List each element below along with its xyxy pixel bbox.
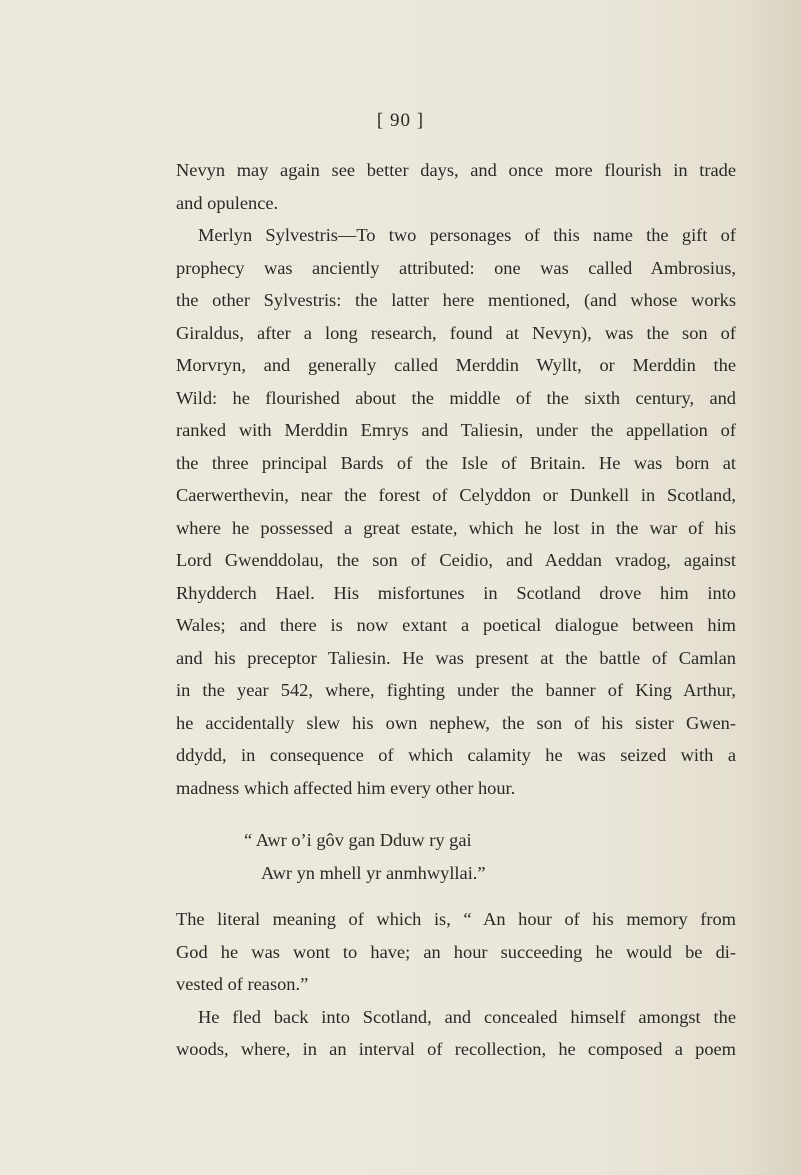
page-number: [ 90 ] [376, 110, 425, 131]
text-line: Giraldus, after a long research, found at Nevyn), was the son of [176, 322, 736, 343]
text-line: and his preceptor Taliesin. He was present at the battle of Camlan [176, 647, 736, 668]
text-line: Rhydderch Hael. His misfortunes in Scotland drove him into [176, 582, 736, 603]
text-line: where he possessed a great estate, which he lost in the war of his [176, 517, 736, 538]
text-line: God he was wont to have; an hour succeeding he would be di- [176, 941, 736, 962]
text-line: the other Sylvestris: the latter here mentioned, (and whose works [176, 290, 736, 310]
text-line: madness which affected him every other hour. [176, 777, 516, 798]
text-line: Wales; and there is now extant a poetical dialogue between him [176, 615, 736, 635]
text-line: Merlyn Sylvestris—To two personages of this name the gift of [198, 225, 736, 245]
text-line: in the year 542, where, fighting under the banner of King Arthur, [176, 680, 736, 700]
text-line: the three principal Bards of the Isle of Britain. He was born at [176, 452, 736, 473]
text-line: He fled back into Scotland, and concealed himself amongst the [198, 1006, 736, 1027]
text-line: ranked with Merddin Emrys and Taliesin, under the appellation of [176, 420, 736, 440]
body-text [176, 154, 736, 1066]
text-line: woods, where, in an interval of recollection, he composed a poem [176, 1039, 736, 1059]
text-line: vested of reason.” [176, 974, 309, 994]
text-line: Nevyn may again see better days, and once more flourish in trade [176, 160, 736, 180]
verse-line: Awr yn mhell yr anmhwyllai.” [261, 862, 486, 883]
text-line: The literal meaning of which is, “ An hour of his memory from [176, 909, 736, 929]
text-line: Lord Gwenddolau, the son of Ceidio, and Aeddan vradog, against [176, 550, 736, 570]
text-line: and opulence. [176, 192, 279, 213]
text-line: ddydd, in consequence of which calamity he was seized with a [176, 745, 736, 765]
text-line: he accidentally slew his own nephew, the son of his sister Gwen- [176, 712, 736, 733]
verse-line: “ Awr o’i gôv gan Dduw ry gai [244, 830, 472, 850]
text-line: Morvryn, and generally called Merddin Wyllt, or Merddin the [176, 355, 736, 375]
text-line: prophecy was anciently attributed: one was called Ambrosius, [176, 257, 736, 278]
text-line: Wild: he flourished about the middle of the sixth century, and [176, 387, 736, 408]
text-line: Caerwerthevin, near the forest of Celyddon or Dunkell in Scotland, [176, 485, 736, 505]
